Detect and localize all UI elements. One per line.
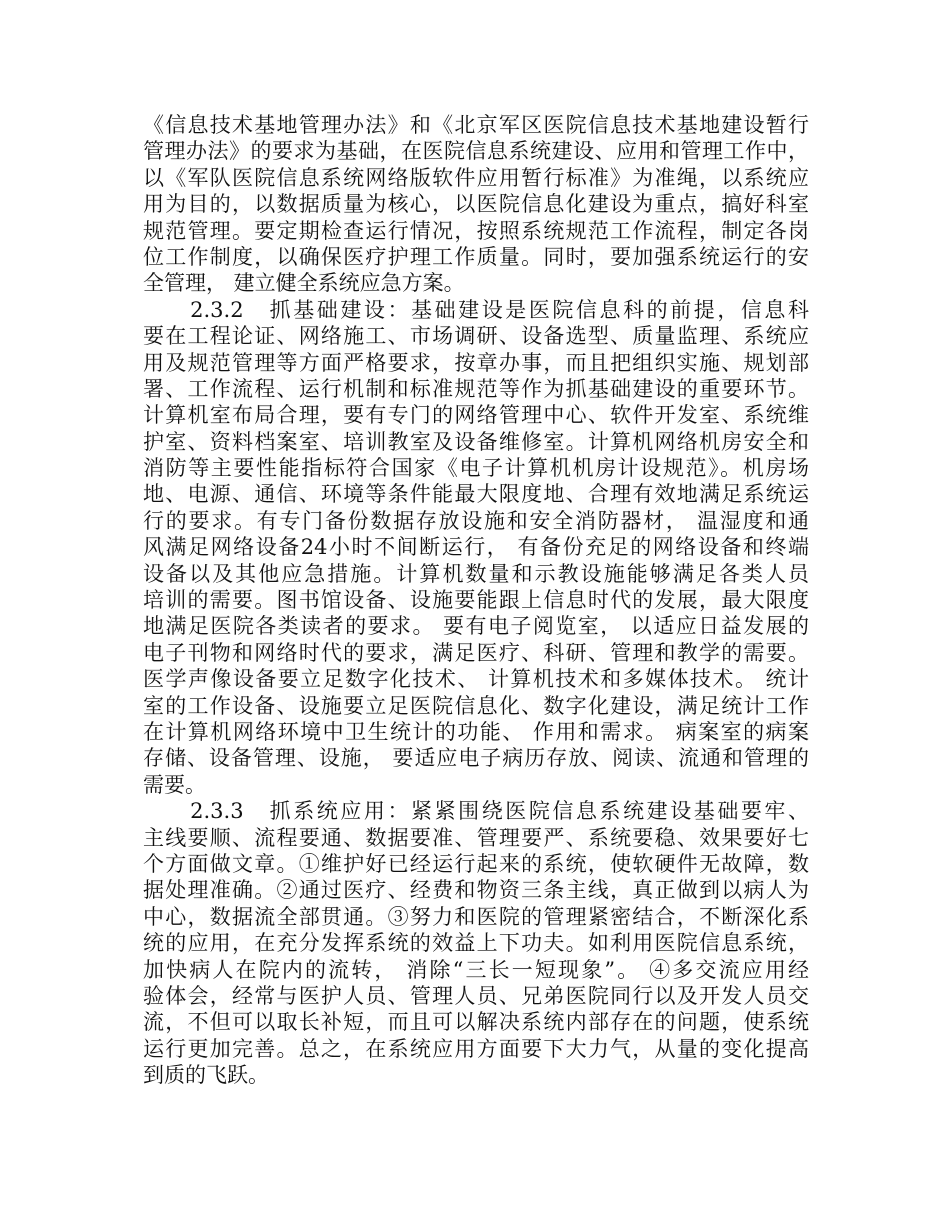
- text-line: 用为目的，以数据质量为核心，以医院信息化建设为重点，搞好科室: [143, 192, 809, 217]
- text-line: 计算机室布局合理，要有专门的网络管理中心、软件开发室、系统维: [143, 403, 809, 428]
- paragraph-section-2-3-2: [143, 297, 809, 798]
- text-line: 医学声像设备要立足数字化技术、 计算机技术和多媒体技术。 统计: [143, 667, 809, 692]
- text-line: 据处理准确。②通过医疗、经费和物资三条主线，真正做到以病人为: [143, 878, 809, 903]
- document-body: [143, 112, 809, 1088]
- text-line: 统的应用，在充分发挥系统的效益上下功夫。如利用医院信息系统，: [143, 931, 809, 956]
- text-line: 流，不但可以取长补短，而且可以解决系统内部存在的问题，使系统: [143, 1010, 809, 1035]
- text-line: 行的要求。有专门备份数据存放设施和安全消防器材， 温湿度和通: [143, 508, 809, 533]
- text-line: 验体会，经常与医护人员、管理人员、兄弟医院同行以及开发人员交: [143, 983, 809, 1008]
- text-line: 培训的需要。图书馆设备、设施要能跟上信息时代的发展，最大限度: [143, 588, 809, 613]
- paragraph-section-2-3-3: [143, 798, 809, 1088]
- text-line: 风满足网络设备24小时不间断运行， 有备份充足的网络设备和终端: [143, 535, 809, 560]
- text-line: 室的工作设备、设施要立足医院信息化、数字化建设，满足统计工作: [143, 693, 809, 718]
- text-line: 消防等主要性能指标符合国家《电子计算机机房计设规范》。机房场: [143, 456, 809, 481]
- text-line: 存储、设备管理、设施， 要适应电子病历存放、阅读、流通和管理的: [143, 746, 809, 771]
- text-line: 用及规范管理等方面严格要求，按章办事，而且把组织实施、规划部: [143, 350, 809, 375]
- text-line: 《信息技术基地管理办法》和《北京军区医院信息技术基地建设暂行: [143, 113, 809, 137]
- text-line: 到质的飞跃。: [143, 1063, 269, 1088]
- text-line: 要在工程论证、网络施工、市场调研、设备选型、质量监理、系统应: [143, 324, 809, 349]
- text-line: 护室、资料档案室、培训教室及设备维修室。计算机网络机房安全和: [143, 429, 809, 454]
- text-line: 主线要顺、流程要通、数据要准、管理要严、系统要稳、效果要好七: [143, 825, 809, 850]
- text-line: 加快病人在院内的流转， 消除“三长一短现象”。 ④多交流应用经: [143, 957, 809, 982]
- text-line: 需要。: [143, 772, 206, 797]
- paragraph-standards: [143, 112, 809, 297]
- text-line: 个方面做文章。①维护好已经运行起来的系统，使软硬件无故障，数: [143, 851, 809, 876]
- text-line: 地、电源、通信、环境等条件能最大限度地、合理有效地满足系统运: [143, 482, 809, 507]
- text-line: 运行更加完善。总之，在系统应用方面要下大力气，从量的变化提高: [143, 1036, 809, 1061]
- text-line: 电子刊物和网络时代的要求，满足医疗、科研、管理和教学的需要。: [143, 640, 809, 665]
- text-line: 署、工作流程、运行机制和标准规范等作为抓基础建设的重要环节。: [143, 376, 809, 401]
- text-line: 中心，数据流全部贯通。③努力和医院的管理紧密结合，不断深化系: [143, 904, 809, 929]
- section-heading-line: 2.3.2 抓基础建设：基础建设是医院信息科的前提，信息科: [143, 297, 809, 322]
- text-line: 地满足医院各类读者的要求。 要有电子阅览室， 以适应日益发展的: [143, 614, 809, 639]
- section-heading-line: 2.3.3 抓系统应用：紧紧围绕医院信息系统建设基础要牢、: [143, 799, 809, 824]
- text-line: 以《军队医院信息系统网络版软件应用暂行标准》为准绳，以系统应: [143, 165, 809, 190]
- text-line: 在计算机网络环境中卫生统计的功能、 作用和需求。 病案室的病案: [143, 719, 809, 744]
- text-line: 管理办法》的要求为基础，在医院信息系统建设、应用和管理工作中，: [143, 139, 809, 164]
- text-line: 规范管理。要定期检查运行情况，按照系统规范工作流程，制定各岗: [143, 218, 809, 243]
- text-line: 位工作制度，以确保医疗护理工作质量。同时，要加强系统运行的安: [143, 244, 809, 269]
- text-line: 设备以及其他应急措施。计算机数量和示教设施能够满足各类人员: [143, 561, 809, 586]
- text-line: 全管理， 建立健全系统应急方案。: [143, 271, 465, 296]
